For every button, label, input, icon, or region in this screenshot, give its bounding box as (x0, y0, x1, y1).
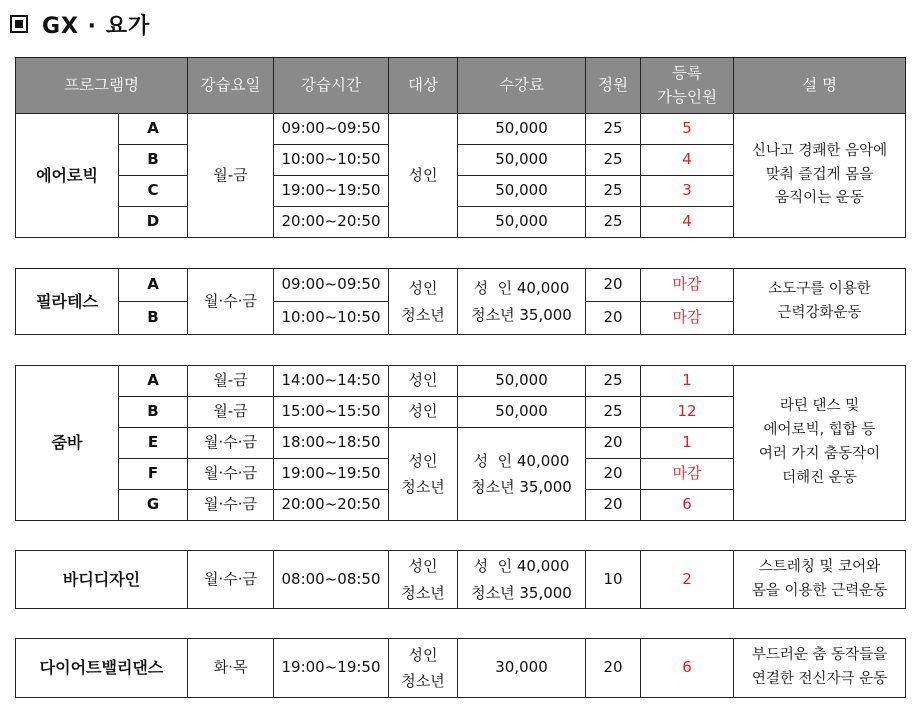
program-description (734, 366, 906, 521)
class-target: 성인 (389, 366, 458, 397)
class-time: 20:00~20:50 (274, 490, 389, 521)
desc-line: 라틴 댄스 및 (779, 398, 860, 415)
class-days: 월-금 (188, 114, 274, 238)
class-capacity: 25 (586, 176, 641, 207)
class-fee (458, 428, 586, 521)
class-days: 월·수·금 (188, 459, 274, 490)
fee-line: 성 인 40,000 (473, 451, 570, 470)
fee-line: 청소년 35,000 (471, 305, 572, 324)
class-available: 6 (641, 490, 734, 521)
class-available: 6 (641, 639, 734, 698)
class-time: 14:00~14:50 (274, 366, 389, 397)
class-capacity: 25 (586, 114, 641, 145)
class-time: 09:00~09:50 (274, 269, 389, 302)
class-days: 화·목 (188, 639, 274, 698)
desc-line: 소도구를 이용한 (768, 280, 871, 297)
class-days: 월·수·금 (188, 551, 274, 609)
class-days: 월·수·금 (188, 269, 274, 335)
header-row (16, 58, 906, 114)
program-description (734, 551, 906, 609)
target-line: 성인 (408, 451, 438, 470)
target-line: 청소년 (401, 672, 445, 690)
header-capacity: 정원 (586, 58, 641, 114)
page-title (10, 8, 150, 40)
fee-line: 성 인 40,000 (473, 557, 570, 576)
class-target (389, 551, 458, 609)
pilates-table (15, 268, 906, 335)
class-capacity: 20 (586, 639, 641, 698)
header-available-line1: 등록 (672, 64, 702, 83)
class-code: B (119, 302, 188, 335)
target-line: 성인 (408, 645, 438, 664)
class-code: A (119, 269, 188, 302)
program-name: 필라테스 (16, 269, 119, 335)
class-target (389, 639, 458, 698)
class-target (389, 269, 458, 335)
target-line: 성인 (408, 557, 438, 576)
class-available: 12 (641, 397, 734, 428)
header-days: 강습요일 (188, 58, 274, 114)
page-title-text: GX · 요가 (42, 13, 151, 39)
program-description (734, 639, 906, 698)
program-name: 줌바 (16, 366, 119, 521)
class-code: E (119, 428, 188, 459)
class-available: 2 (641, 551, 734, 609)
class-fee: 50,000 (458, 207, 586, 238)
class-time: 09:00~09:50 (274, 114, 389, 145)
table-row (16, 639, 906, 698)
table-row (16, 551, 906, 609)
fee-line: 성 인 40,000 (473, 279, 570, 298)
class-code: G (119, 490, 188, 521)
class-available: 마감 (641, 459, 734, 490)
table-row (16, 114, 906, 145)
bodydesign-table (15, 550, 906, 609)
class-available: 4 (641, 145, 734, 176)
header-description: 설 명 (734, 58, 906, 114)
header-fee: 수강료 (458, 58, 586, 114)
class-time: 19:00~19:50 (274, 176, 389, 207)
class-fee (458, 269, 586, 335)
target-line: 성인 (408, 279, 438, 298)
header-target: 대상 (389, 58, 458, 114)
class-fee: 50,000 (458, 366, 586, 397)
class-capacity: 20 (586, 302, 641, 335)
class-target (389, 428, 458, 521)
class-fee (458, 551, 586, 609)
class-code: D (119, 207, 188, 238)
class-available: 5 (641, 114, 734, 145)
table-row (16, 366, 906, 397)
square-bullet-icon (10, 15, 28, 33)
desc-line: 더해진 운동 (782, 469, 857, 486)
class-capacity: 25 (586, 145, 641, 176)
header-available-line2: 가능인원 (657, 87, 717, 106)
desc-line: 부드러운 춤 동작들을 (751, 647, 888, 664)
class-days: 월-금 (188, 397, 274, 428)
desc-line: 움직이는 운동 (775, 190, 864, 207)
target-line: 청소년 (401, 305, 445, 324)
class-capacity: 20 (586, 490, 641, 521)
class-available: 1 (641, 428, 734, 459)
target-line: 청소년 (401, 478, 445, 496)
class-time: 10:00~10:50 (274, 302, 389, 335)
desc-line: 스트레칭 및 코어와 (758, 558, 881, 575)
class-time: 19:00~19:50 (274, 459, 389, 490)
class-available: 1 (641, 366, 734, 397)
class-code: A (119, 366, 188, 397)
program-description (734, 269, 906, 335)
class-fee: 30,000 (458, 639, 586, 698)
class-target: 성인 (389, 114, 458, 238)
bellydance-table (15, 638, 906, 698)
desc-line: 몸을 이용한 근력운동 (751, 582, 888, 599)
class-days: 월-금 (188, 366, 274, 397)
class-time: 10:00~10:50 (274, 145, 389, 176)
aerobic-table (15, 57, 906, 238)
class-capacity: 20 (586, 269, 641, 302)
class-available: 마감 (641, 269, 734, 302)
class-available: 4 (641, 207, 734, 238)
class-capacity: 25 (586, 397, 641, 428)
class-code: B (119, 397, 188, 428)
class-days: 월·수·금 (188, 490, 274, 521)
class-code: F (119, 459, 188, 490)
desc-line: 에어로빅, 힙합 등 (763, 422, 876, 439)
fee-line: 청소년 35,000 (471, 583, 572, 602)
class-fee: 50,000 (458, 114, 586, 145)
class-fee: 50,000 (458, 176, 586, 207)
header-program: 프로그램명 (16, 58, 188, 114)
class-time: 18:00~18:50 (274, 428, 389, 459)
target-line: 청소년 (401, 583, 445, 602)
class-time: 08:00~08:50 (274, 551, 389, 609)
desc-line: 신나고 경쾌한 음악에 (751, 142, 888, 159)
class-available: 3 (641, 176, 734, 207)
class-code: C (119, 176, 188, 207)
class-capacity: 20 (586, 428, 641, 459)
class-time: 20:00~20:50 (274, 207, 389, 238)
program-name: 바디디자인 (16, 551, 188, 609)
desc-line: 맞춰 즐겁게 몸을 (765, 166, 874, 183)
desc-line: 연결한 전신자극 운동 (751, 671, 888, 687)
header-available (641, 58, 734, 114)
program-description (734, 114, 906, 238)
class-days: 월·수·금 (188, 428, 274, 459)
header-time: 강습시간 (274, 58, 389, 114)
class-capacity: 10 (586, 551, 641, 609)
fee-line: 청소년 35,000 (471, 478, 572, 496)
class-code: A (119, 114, 188, 145)
class-fee: 50,000 (458, 145, 586, 176)
program-name: 다이어트밸리댄스 (16, 639, 188, 698)
class-time: 19:00~19:50 (274, 639, 389, 698)
class-capacity: 20 (586, 459, 641, 490)
table-row (16, 269, 906, 302)
class-time: 15:00~15:50 (274, 397, 389, 428)
class-capacity: 25 (586, 366, 641, 397)
class-code: B (119, 145, 188, 176)
class-capacity: 25 (586, 207, 641, 238)
class-target: 성인 (389, 397, 458, 428)
desc-line: 여러 가지 춤동작이 (758, 446, 881, 462)
program-name: 에어로빅 (16, 114, 119, 238)
class-available: 마감 (641, 302, 734, 335)
desc-line: 근력강화운동 (777, 304, 862, 321)
zumba-table (15, 365, 906, 521)
class-fee: 50,000 (458, 397, 586, 428)
